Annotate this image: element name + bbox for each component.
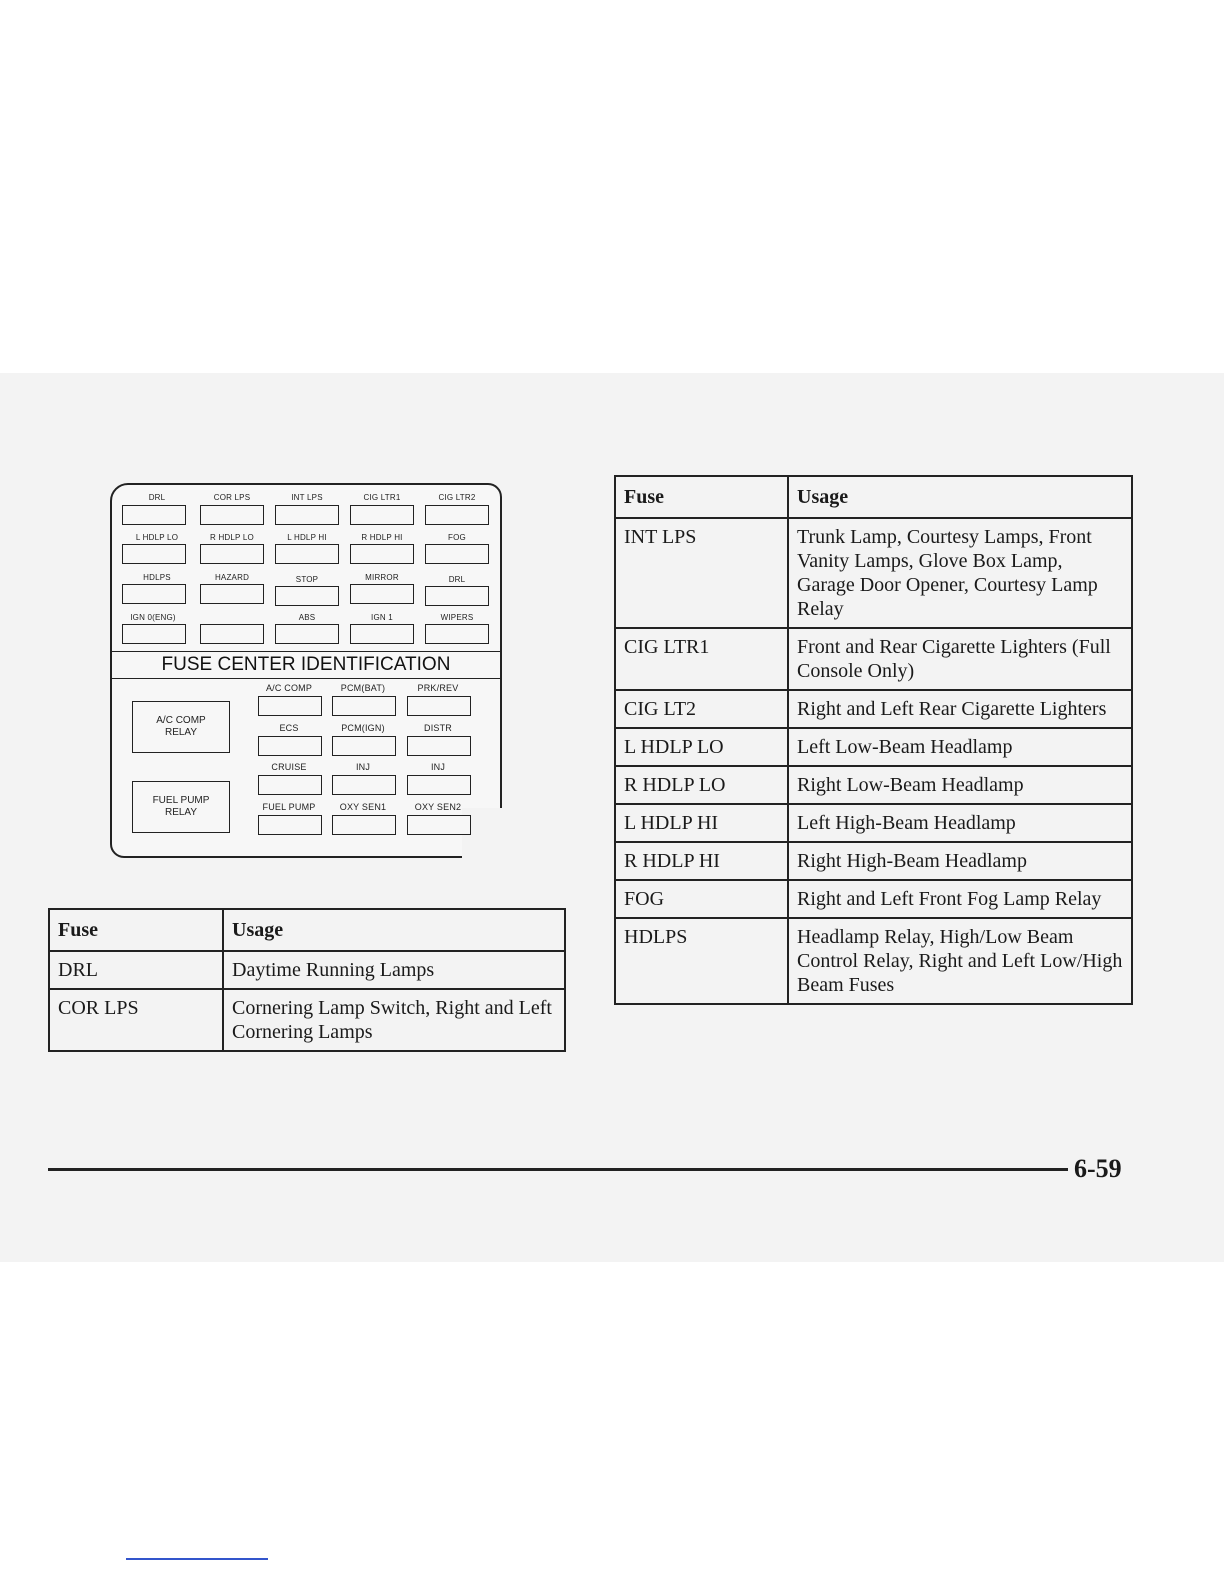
fuse-slot <box>122 544 186 564</box>
footer-rule <box>48 1168 1068 1171</box>
usage-cell: Right and Left Rear Cigarette Lighters <box>788 690 1132 728</box>
fuse-slot <box>200 544 264 564</box>
fuse-slot <box>332 775 396 795</box>
fuse-slot <box>350 544 414 564</box>
fuse-label: PRK/REV <box>417 683 459 693</box>
fuse-slot <box>407 696 471 716</box>
fuse-slot <box>200 624 264 644</box>
fuse-cell: HDLPS <box>615 918 788 1004</box>
fuse-slot <box>258 775 322 795</box>
fuse-label: DISTR <box>424 723 452 733</box>
fuse-slot <box>275 586 339 606</box>
fuse-label: INJ <box>355 762 371 772</box>
usage-cell: Right and Left Front Fog Lamp Relay <box>788 880 1132 918</box>
fuse-cell: CIG LTR1 <box>615 628 788 690</box>
fuse-label: FOG <box>448 533 466 542</box>
fuse-slot <box>275 624 339 644</box>
fuse-label: ECS <box>279 723 299 733</box>
fuse-slot <box>275 544 339 564</box>
fuse-label: R HDLP LO <box>210 533 254 542</box>
usage-cell: Daytime Running Lamps <box>223 951 565 989</box>
usage-cell: Cornering Lamp Switch, Right and Left Cornering Lamps <box>223 989 565 1051</box>
fuse-label: IGN 0(ENG) <box>130 613 176 622</box>
fuse-slot <box>332 696 396 716</box>
fuse-slot <box>425 505 489 525</box>
fuse-label: FUEL PUMP <box>262 802 316 812</box>
fuse-slot <box>425 544 489 564</box>
fuse-slot <box>122 584 186 604</box>
usage-cell: Right Low-Beam Headlamp <box>788 766 1132 804</box>
fuse-label: A/C COMP <box>265 683 313 693</box>
fuse-cell: CIG LT2 <box>615 690 788 728</box>
usage-cell: Front and Rear Cigarette Lighters (Full Console Only) <box>788 628 1132 690</box>
fuse-slot <box>350 505 414 525</box>
fuse-label: CIG LTR1 <box>363 493 401 502</box>
fuse-label: OXY SEN1 <box>339 802 387 812</box>
relay-label: A/C COMP <box>156 715 206 726</box>
fuse-slot <box>258 815 322 835</box>
relay-label: RELAY <box>164 727 198 738</box>
fuse-slot <box>332 736 396 756</box>
usage-cell: Headlamp Relay, High/Low Beam Control Relay, Right and Left Low/High Beam Fuses <box>788 918 1132 1004</box>
fuse-label: COR LPS <box>213 493 251 502</box>
fuse-slot <box>258 696 322 716</box>
fuse-center-diagram <box>110 483 502 858</box>
fuse-slot <box>350 624 414 644</box>
table-row <box>615 690 1132 728</box>
fuse-usage-table-right <box>614 475 1133 1005</box>
footer-link-underline <box>126 1558 268 1560</box>
fuse-usage-table-left <box>48 908 566 1052</box>
fuse-slot <box>407 815 471 835</box>
fuse-cell: R HDLP LO <box>615 766 788 804</box>
fuse-cell: FOG <box>615 880 788 918</box>
fuse-label: WIPERS <box>440 613 474 622</box>
table-row <box>615 628 1132 690</box>
fuse-slot <box>350 584 414 604</box>
fuse-label: HDLPS <box>143 573 171 582</box>
fuse-slot <box>425 624 489 644</box>
fuse-label: HAZARD <box>214 573 250 582</box>
fuse-cell: L HDLP LO <box>615 728 788 766</box>
fuse-label: L HDLP LO <box>135 533 179 542</box>
table-row <box>615 804 1132 842</box>
table-header-row <box>615 476 1132 518</box>
usage-column-header: Usage <box>788 476 1132 518</box>
fuse-slot <box>122 505 186 525</box>
fuse-cell: INT LPS <box>615 518 788 628</box>
table-row <box>615 842 1132 880</box>
fuse-slot <box>407 736 471 756</box>
fuse-label: DRL <box>448 575 466 584</box>
fuse-slot <box>200 505 264 525</box>
fuse-label: STOP <box>295 575 319 584</box>
fuse-label: R HDLP HI <box>361 533 403 542</box>
fuse-slot <box>275 505 339 525</box>
fuse-label: PCM(BAT) <box>340 683 386 693</box>
fuse-slot <box>122 624 186 644</box>
page-number: 6-59 <box>1074 1154 1122 1183</box>
fuse-cell: COR LPS <box>49 989 223 1051</box>
fuse-label: CIG LTR2 <box>438 493 476 502</box>
table-row <box>615 728 1132 766</box>
fuel-pump-relay <box>132 781 230 833</box>
usage-cell: Trunk Lamp, Courtesy Lamps, Front Vanity Lamps, Glove Box Lamp, Garage Door Opener, Courtesy Lamp Relay <box>788 518 1132 628</box>
fuse-label: INT LPS <box>291 493 323 502</box>
usage-cell: Left Low-Beam Headlamp <box>788 728 1132 766</box>
fuse-label: ABS <box>298 613 316 622</box>
fuse-slot <box>200 584 264 604</box>
fuse-label: IGN 1 <box>371 613 393 622</box>
relay-label: RELAY <box>164 807 198 818</box>
fuse-center-title: FUSE CENTER IDENTIFICATION <box>112 651 500 679</box>
fuse-cell: DRL <box>49 951 223 989</box>
ac-comp-relay <box>132 701 230 753</box>
fuse-label: DRL <box>148 493 166 502</box>
fuse-slot <box>407 775 471 795</box>
fuse-label: PCM(IGN) <box>341 723 385 733</box>
fuse-label: CRUISE <box>271 762 307 772</box>
table-row <box>615 518 1132 628</box>
table-row <box>49 989 565 1051</box>
fuse-cell: R HDLP HI <box>615 842 788 880</box>
fuse-label: INJ <box>430 762 446 772</box>
fuse-label: MIRROR <box>365 573 399 582</box>
table-header-row <box>49 909 565 951</box>
table-row <box>615 766 1132 804</box>
fuse-slot <box>332 815 396 835</box>
fuse-label: L HDLP HI <box>287 533 327 542</box>
fuse-slot <box>425 586 489 606</box>
fuse-column-header: Fuse <box>49 909 223 951</box>
fuse-cell: L HDLP HI <box>615 804 788 842</box>
table-row <box>49 951 565 989</box>
table-row <box>615 880 1132 918</box>
usage-cell: Right High-Beam Headlamp <box>788 842 1132 880</box>
table-row <box>615 918 1132 1004</box>
usage-cell: Left High-Beam Headlamp <box>788 804 1132 842</box>
fuse-label: OXY SEN2 <box>414 802 462 812</box>
fuse-slot <box>258 736 322 756</box>
fuse-column-header: Fuse <box>615 476 788 518</box>
relay-label: FUEL PUMP <box>152 795 210 806</box>
usage-column-header: Usage <box>223 909 565 951</box>
